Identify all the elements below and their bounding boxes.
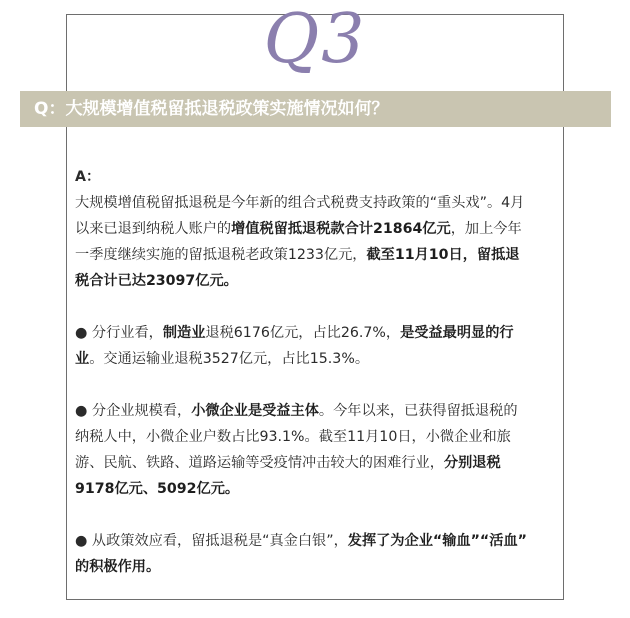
paragraph-line	[75, 242, 563, 268]
paragraph-line	[75, 450, 563, 476]
paragraph-line	[75, 190, 563, 216]
answer-highlight: 小微企业是受益主体	[191, 403, 319, 419]
question-banner	[20, 91, 611, 127]
paragraph-line	[75, 424, 563, 450]
answer-highlight: 业	[75, 351, 90, 367]
answer-text: ，加上今年	[450, 221, 522, 237]
answer-highlight: 9178亿元、5092亿元。	[75, 481, 240, 497]
paragraph-line	[75, 398, 563, 424]
answer-highlight: 增值税留抵退税款合计21864亿元	[231, 221, 451, 237]
paragraph-line	[75, 268, 563, 294]
answer-text: 一季度继续实施的留抵退税老政策1233亿元，	[75, 247, 367, 263]
answer-highlight: 的积极作用。	[75, 559, 161, 575]
answer-text: ● 分行业看，	[75, 325, 163, 341]
answer-text: 退税6176亿元，占比26.7%，	[205, 325, 401, 341]
paragraph-line	[75, 476, 563, 502]
answer-text: 大规模增值税留抵退税是今年新的组合式税费支持政策的“重头戏”。4月	[75, 195, 525, 211]
answer-text: ● 分企业规模看，	[75, 403, 192, 419]
q3-badge: Q3	[263, 0, 367, 79]
answer-text: 游、民航、铁路、道路运输等受疫情冲击较大的困难行业，	[75, 455, 444, 471]
answer-text: 。今年以来，已获得留抵退税的	[318, 403, 518, 419]
answer-highlight: 发挥了为企业“输血”“活血”	[347, 533, 527, 549]
answer-highlight: 制造业	[162, 325, 206, 341]
answer-highlight: 截至11月10日，留抵退	[366, 247, 520, 263]
answer-text: 纳税人中，小微企业户数占比93.1%。截至11月10日，小微企业和旅	[75, 429, 511, 445]
answer-text: 。交通运输业退税3527亿元，占比15.3%。	[89, 351, 370, 367]
answer-highlight: 分别退税	[443, 455, 501, 471]
paragraph-line	[75, 320, 563, 346]
answer-text: 以来已退到纳税人账户的	[75, 221, 232, 237]
answer-highlight: 税合计已达23097亿元。	[75, 273, 238, 289]
paragraph-line	[75, 346, 563, 372]
paragraph-line	[75, 216, 563, 242]
paragraph-line	[75, 528, 563, 554]
answer-label: A：	[75, 169, 101, 185]
answer-text: ● 从政策效应看，留抵退税是“真金白银”，	[75, 533, 348, 549]
answer-body	[75, 164, 563, 580]
paragraph-line	[75, 554, 563, 580]
answer-highlight: 是受益最明显的行	[400, 325, 514, 341]
question-text: Q：大规模增值税留抵退税政策实施情况如何？	[34, 99, 389, 119]
